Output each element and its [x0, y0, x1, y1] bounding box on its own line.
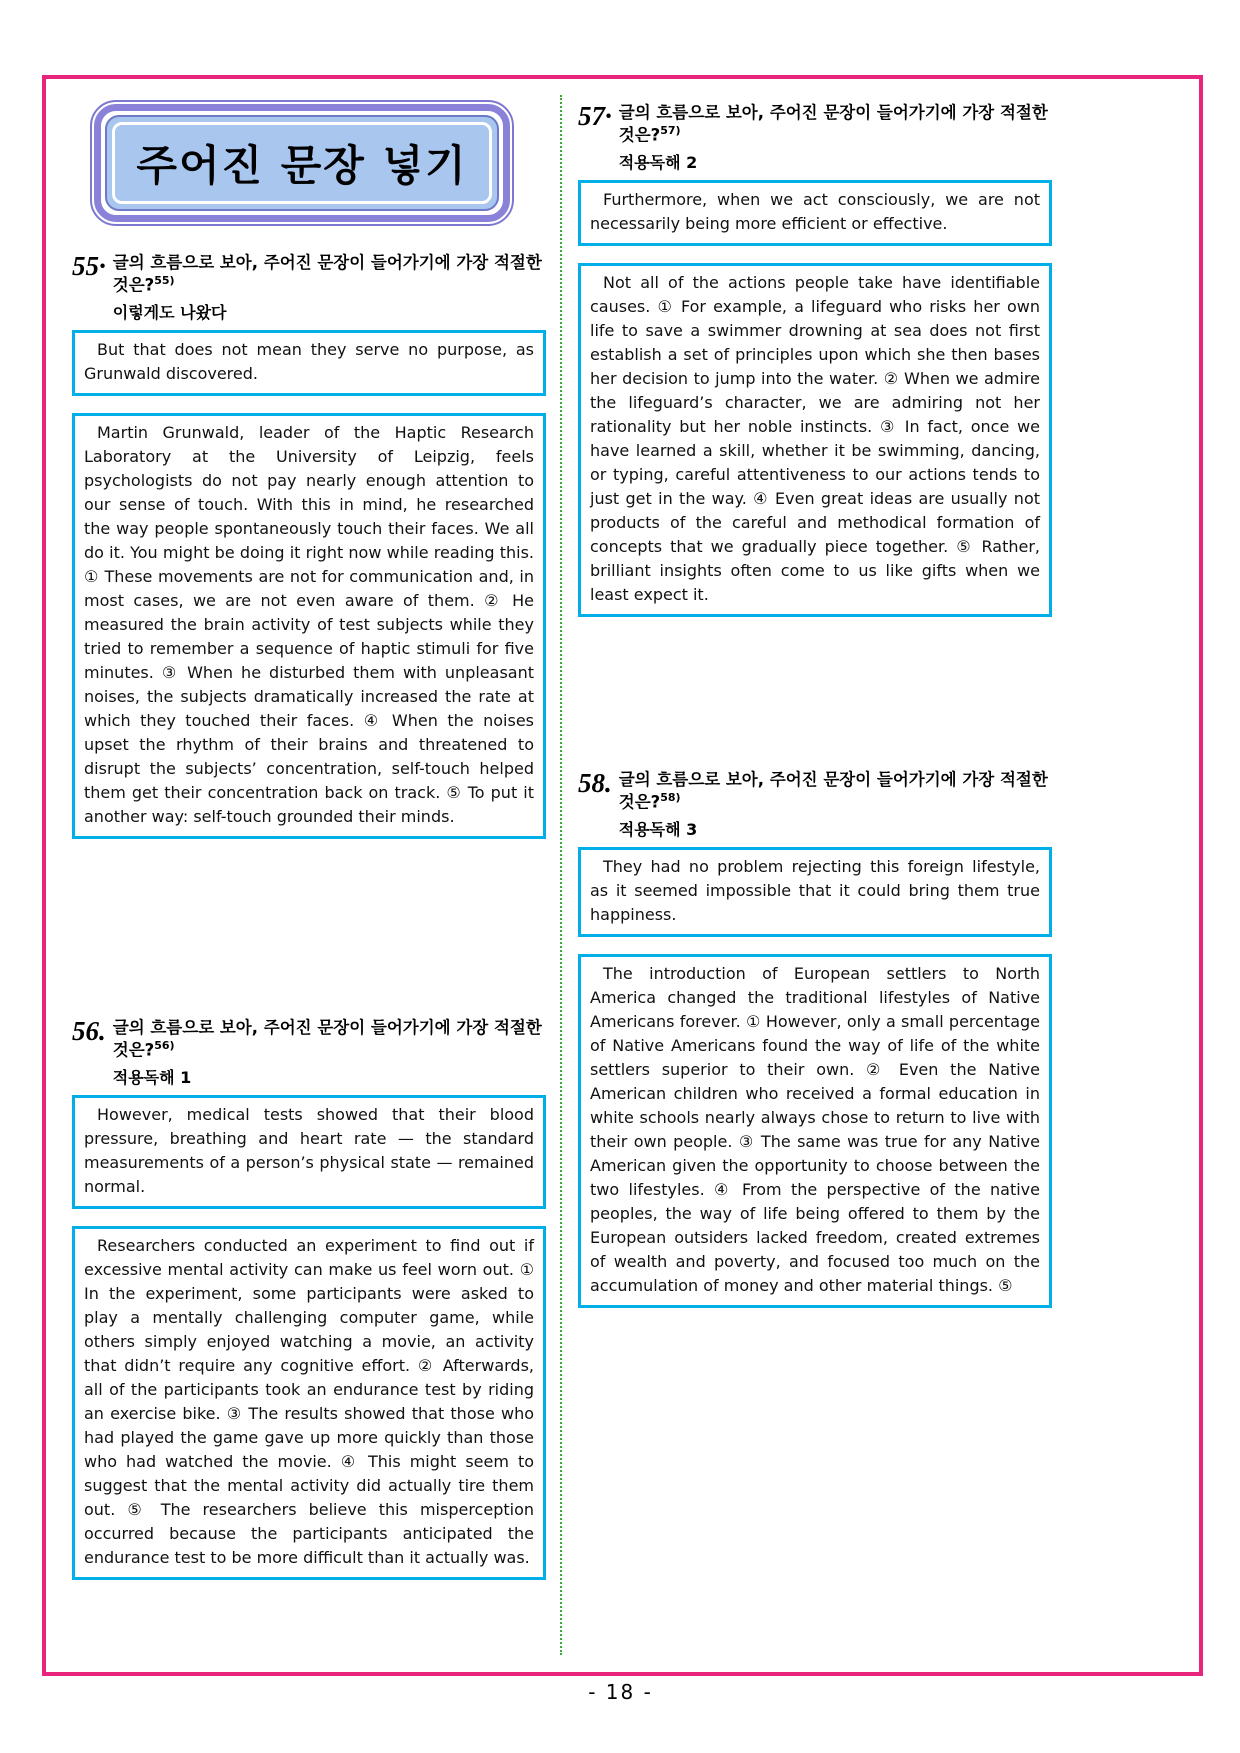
title-frame-outer	[90, 100, 514, 226]
title-frame-inner	[105, 115, 499, 211]
question-57-number: 57·	[578, 101, 612, 131]
question-56-footnote-ref: 56)	[154, 1039, 175, 1053]
column-divider	[560, 95, 562, 1655]
passage-box-55	[72, 413, 546, 839]
question-57-prompt: 글의 흐름으로 보아, 주어진 문장이 들어가기에 가장 적절한 것은?$^{57)}$	[618, 103, 1048, 145]
given-sentence-57: Furthermore, when we act consciously, we are not necessarily being more efficient or effective.	[590, 190, 1040, 234]
question-56-header	[72, 1017, 546, 1088]
question-58-header	[578, 769, 1052, 840]
given-sentence-box-57	[578, 180, 1052, 246]
question-57-header	[578, 102, 1052, 173]
passage-box-57	[578, 263, 1052, 617]
question-58-footnote-ref: 58)	[660, 791, 681, 805]
page-title: 주어진 문장 넣기	[112, 122, 492, 204]
question-55	[72, 252, 546, 839]
question-57	[578, 102, 1052, 617]
given-sentence-58: They had no problem rejecting this foreign lifestyle, as it seemed impossible that it could bring them true happiness.	[590, 857, 1040, 925]
question-58-number: 58.	[578, 768, 612, 799]
passage-box-56	[72, 1226, 546, 1580]
passage-box-58	[578, 954, 1052, 1308]
passage-57: Not all of the actions people take have identifiable causes. ① For example, a lifeguard who risks her own life to save a swimmer drowning at sea does not first establish a set of principles upon which she then bases her decision to jump into the water. ② When we admire the lifeguard’s character, we are admiring not her rationality but her noble instincts. ③ In fact, once we have learned a skill, whether it be swimming, dancing, or typing, careful attentiveness to our actions tends to just get in the way. ④ Even great ideas are usually not products of the careful and methodical formation of concepts that we gradually piece together. ⑤ Rather, brilliant insights often come to us like gifts when we least expect it.	[590, 273, 1040, 605]
section-title-box	[90, 100, 514, 226]
passage-58: The introduction of European settlers to North America changed the traditional lifestyles of Native Americans forever. ① However, only a small percentage of Native Americans found the way of life of the white settlers superior to their own. ② Even the Native American children who received a formal education in white schools nearly always chose to return to live with their own people. ③ The same was true for any Native American given the opportunity to choose between the two lifestyles. ④ From the perspective of the native peoples, the way of life being offered to them by the European outsiders lacked freedom, created extremes of wealth and poverty, and focused too much on the accumulation of money and other material things. ⑤	[590, 964, 1040, 1296]
question-58-subtitle: 적용독해 3	[618, 820, 698, 840]
question-58	[578, 769, 1052, 1308]
passage-56: Researchers conducted an experiment to find out if excessive mental activity can make us feel worn out. ① In the experiment, some participants were asked to play a mentally challenging computer game, while others simply enjoyed watching a movie, an activity that didn’t require any cognitive effort. ② Afterwards, all of the participants took an endurance test by riding an exercise bike. ③ The results showed that those who had played the game gave up more quickly than those who had watched the movie. ④ This might seem to suggest that the mental activity did actually tire them out. ⑤ The researchers believe this misperception occurred because the participants anticipated the endurance test to be more difficult than it actually was.	[84, 1236, 534, 1568]
question-55-prompt: 글의 흐름으로 보아, 주어진 문장이 들어가기에 가장 적절한 것은?$^{55)}$	[112, 253, 542, 295]
question-55-number: 55·	[72, 251, 106, 281]
passage-55: Martin Grunwald, leader of the Haptic Research Laboratory at the University of Leipzig, feels psychologists do not pay nearly enough attention to our sense of touch. With this in mind, he researched the way people spontaneously touch their faces. We all do it. You might be doing it right now while reading this. ① These movements are not for communication and, in most cases, we are not even aware of them. ② He measured the brain activity of test subjects while they tried to remember a sequence of haptic stimuli for five minutes. ③ When he disturbed them with unpleasant noises, the subjects dramatically increased the rate at which they touched their faces. ④ When the noises upset the rhythm of their brains and threatened to disrupt the subjects’ concentration, self-touch helped them get their concentration back on track. ⑤ To put it another way: self-touch grounded their minds.	[84, 423, 534, 827]
question-56	[72, 1017, 546, 1580]
given-sentence-55: But that does not mean they serve no purpose, as Grunwald discovered.	[84, 340, 534, 384]
page-number: - 18 -	[588, 1680, 653, 1704]
question-56-subtitle: 적용독해 1	[112, 1068, 192, 1088]
question-58-prompt: 글의 흐름으로 보아, 주어진 문장이 들어가기에 가장 적절한 것은?$^{58)}$	[618, 770, 1048, 812]
given-sentence-box-58	[578, 847, 1052, 937]
title-frame-mid	[94, 104, 510, 222]
given-sentence-56: However, medical tests showed that their blood pressure, breathing and heart rate — the standard measurements of a person’s physical state — remained normal.	[84, 1105, 534, 1197]
question-56-prompt: 글의 흐름으로 보아, 주어진 문장이 들어가기에 가장 적절한 것은?$^{56)}$	[112, 1018, 542, 1060]
given-sentence-box-56	[72, 1095, 546, 1209]
question-57-subtitle: 적용독해 2	[618, 153, 698, 173]
question-57-footnote-ref: 57)	[660, 124, 681, 138]
question-55-subtitle: 이렇게도 나왔다	[112, 303, 227, 323]
right-column	[578, 100, 1052, 1308]
question-55-footnote-ref: 55)	[154, 274, 175, 288]
question-55-header	[72, 252, 546, 323]
question-56-number: 56.	[72, 1016, 106, 1047]
given-sentence-box-55	[72, 330, 546, 396]
left-column	[72, 100, 546, 1580]
